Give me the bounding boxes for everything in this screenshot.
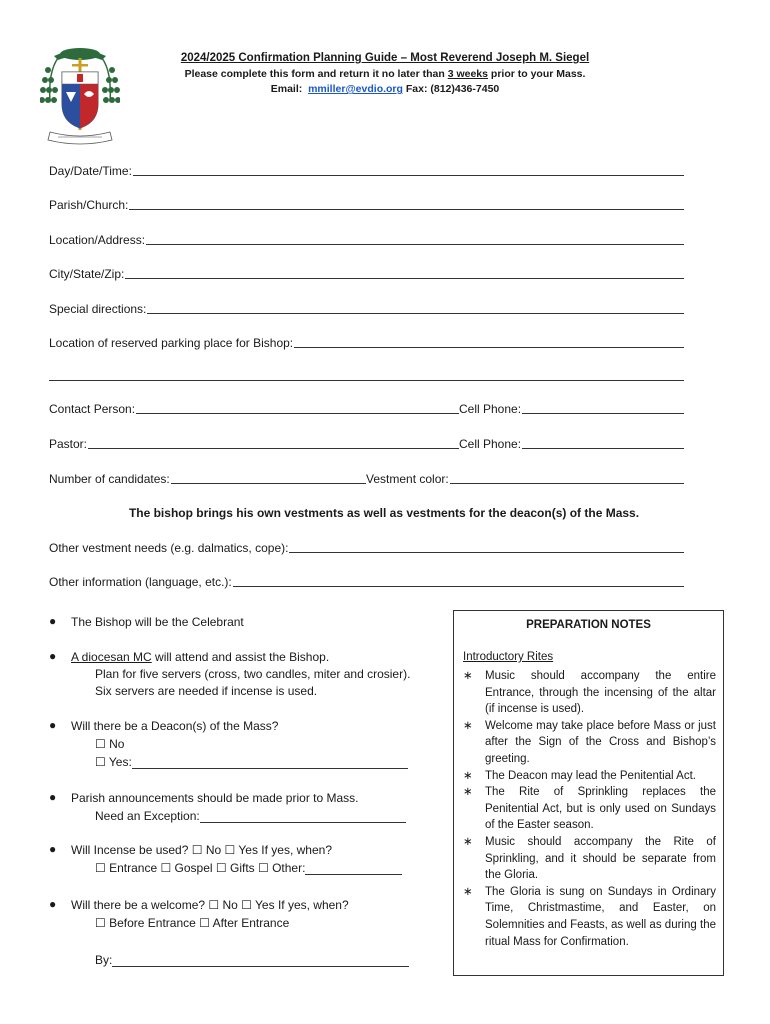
- notes-subtitle: Introductory Rites: [463, 651, 554, 663]
- field-label: By:: [95, 953, 113, 967]
- field-label: Pastor:: [49, 437, 88, 451]
- field-line[interactable]: [294, 334, 684, 348]
- field-city-state-zip[interactable]: [49, 265, 684, 281]
- field-line[interactable]: [88, 435, 459, 449]
- deacon-yes-checkbox[interactable]: ☐ Yes:: [95, 755, 132, 769]
- incense-options[interactable]: ☐ Entrance ☐ Gospel ☐ Gifts ☐ Other:: [95, 861, 306, 875]
- list-item: ∗ The Deacon may lead the Penitential Act.: [463, 768, 716, 785]
- page-title: 2024/2025 Confirmation Planning Guide – Most Reverend Joseph M. Siegel: [180, 52, 590, 64]
- field-label: Number of candidates:: [49, 472, 170, 486]
- list-item: ∗ Welcome may take place before Mass or just after the Sign of the Cross and Bishop’s greeting.: [463, 718, 716, 768]
- incense-question[interactable]: Will Incense be used? ☐ No ☐ Yes If yes, when?: [71, 843, 332, 857]
- field-label: Cell Phone:: [459, 437, 522, 451]
- field-number-of-candidates[interactable]: [49, 470, 366, 486]
- field-label: Other vestment needs (e.g. dalmatics, cope):: [49, 541, 289, 555]
- instructions-text-end: prior to your Mass.: [488, 68, 586, 80]
- field-cell-phone-pastor[interactable]: [459, 435, 684, 451]
- field-cell-phone-contact[interactable]: [459, 400, 684, 416]
- contact-line: [170, 83, 600, 95]
- welcome-options[interactable]: ☐ Before Entrance ☐ After Entrance: [95, 916, 290, 930]
- field-parking-extra-line[interactable]: [49, 379, 684, 381]
- field-label: City/State/Zip:: [49, 267, 125, 281]
- field-line[interactable]: [233, 573, 684, 587]
- email-link[interactable]: mmiller@evdio.org: [308, 83, 403, 95]
- field-line[interactable]: [305, 862, 402, 875]
- list-item: ∗ Music should accompany the entire Entrance, through the incensing of the altar (if incense is used).: [463, 668, 716, 718]
- bullet-icon: ●: [49, 790, 57, 804]
- field-special-directions[interactable]: [49, 300, 684, 316]
- deacon-yes-field[interactable]: [95, 755, 408, 769]
- bullet-text-rest: will attend and assist the Bishop.: [151, 650, 330, 664]
- return-instructions: [170, 68, 600, 80]
- field-label: Cell Phone:: [459, 402, 522, 416]
- deacon-no-checkbox[interactable]: ☐ No: [95, 737, 125, 751]
- field-pastor[interactable]: [49, 435, 459, 451]
- field-line[interactable]: [132, 756, 408, 769]
- diocesan-mc-text: A diocesan MC: [71, 650, 152, 664]
- coat-of-arms-logo: [40, 42, 120, 148]
- field-label: Location/Address:: [49, 233, 146, 247]
- field-line[interactable]: [112, 954, 409, 967]
- field-label: Contact Person:: [49, 402, 136, 416]
- bullet-text: The Bishop will be the Celebrant: [71, 615, 244, 629]
- field-label: Day/Date/Time:: [49, 164, 132, 178]
- bullet-text: Parish announcements should be made prior to Mass.: [71, 791, 359, 805]
- field-contact-person[interactable]: [49, 400, 459, 416]
- field-line[interactable]: [522, 400, 684, 414]
- field-label: Location of reserved parking place for Bishop:: [49, 336, 294, 350]
- field-day-date-time[interactable]: [49, 162, 684, 178]
- bullet-text: [71, 650, 329, 664]
- instructions-text: Please complete this form and return it no later than: [184, 68, 448, 80]
- field-label: Parish/Church:: [49, 198, 129, 212]
- welcome-question[interactable]: Will there be a welcome? ☐ No ☐ Yes If yes, when?: [71, 898, 349, 912]
- field-vestment-color[interactable]: [366, 470, 684, 486]
- bullet-subtext: Plan for five servers (cross, two candles, miter and crosier).: [95, 667, 411, 681]
- list-item: ∗ The Gloria is sung on Sundays in Ordinary Time, Christmastime, and Easter, on Solemnities and Feasts, as well as during the ritual Mass for Confirmation.: [463, 884, 716, 950]
- notes-title: PREPARATION NOTES: [526, 619, 651, 631]
- field-other-vestment[interactable]: [49, 539, 684, 555]
- bullet-icon: ●: [49, 614, 57, 628]
- vestments-note: The bishop brings his own vestments as well as vestments for the deacon(s) of the Mass.: [128, 506, 640, 520]
- bullet-text: Will there be a Deacon(s) of the Mass?: [71, 719, 279, 733]
- field-line[interactable]: [133, 162, 684, 176]
- preparation-notes-box: [453, 610, 724, 976]
- field-line[interactable]: [171, 470, 366, 484]
- bullet-icon: ●: [49, 897, 57, 911]
- field-line[interactable]: [289, 539, 684, 553]
- list-item: ∗ Music should accompany the Rite of Sprinkling, and it should be separate from the Gloria.: [463, 834, 716, 884]
- field-line[interactable]: [146, 231, 684, 245]
- field-label: Special directions:: [49, 302, 147, 316]
- bullet-icon: ●: [49, 649, 57, 663]
- field-other-info[interactable]: [49, 573, 684, 589]
- field-line[interactable]: [136, 400, 459, 414]
- field-label: Vestment color:: [366, 472, 449, 486]
- field-line[interactable]: [522, 435, 684, 449]
- list-item: ∗ The Rite of Sprinkling replaces the Penitential Act, but is only used on Sundays of the Easter season.: [463, 784, 716, 834]
- bullet-icon: ●: [49, 718, 57, 732]
- field-line[interactable]: [129, 196, 684, 210]
- bullet-subtext: Six servers are needed if incense is used.: [95, 684, 318, 698]
- field-label: Other information (language, etc.):: [49, 575, 232, 589]
- exception-field[interactable]: [95, 809, 406, 823]
- field-line[interactable]: [147, 300, 684, 314]
- field-location-address[interactable]: [49, 231, 684, 247]
- bullet-icon: ●: [49, 842, 57, 856]
- deadline-emphasis: 3 weeks: [447, 68, 488, 80]
- incense-when-field[interactable]: [95, 861, 402, 875]
- field-line[interactable]: [200, 810, 406, 823]
- field-parish-church[interactable]: [49, 196, 684, 212]
- field-parking[interactable]: [49, 334, 684, 350]
- field-line[interactable]: [450, 470, 684, 484]
- field-label: Need an Exception:: [95, 809, 200, 823]
- notes-list: [463, 668, 716, 950]
- welcome-by-field[interactable]: [95, 953, 409, 967]
- email-label: Email:: [270, 83, 303, 95]
- fax-number: Fax: (812)436-7450: [402, 83, 500, 95]
- field-line[interactable]: [125, 265, 684, 279]
